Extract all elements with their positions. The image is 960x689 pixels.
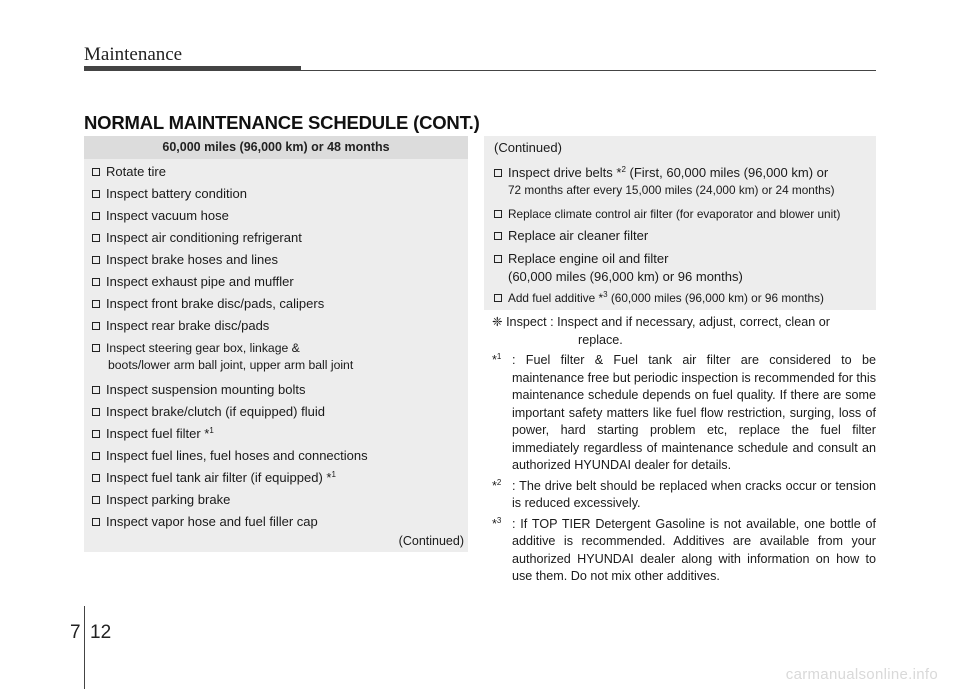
left-panel-header: 60,000 miles (96,000 km) or 48 months [84,136,468,159]
list-item: Inspect steering gear box, linkage & boots/lower arm ball joint, upper arm ball joint [92,341,353,372]
checkbox-icon [92,408,100,416]
checkbox-icon [92,474,100,482]
list-item: Add fuel additive *$^3$ (60,000 miles (96,000 km) or 96 months) [494,291,824,305]
list-item: Inspect suspension mounting bolts [92,382,305,397]
section-heading: NORMAL MAINTENANCE SCHEDULE (CONT.) [84,112,480,133]
footnote-2: *$^2$ : The drive belt should be replaced when cracks occur or tension is reduced excessively. [492,477,876,510]
list-item: Inspect battery condition [92,186,247,201]
checkbox-icon [494,232,502,240]
list-item: Inspect vapor hose and fuel filler cap [92,514,318,529]
checkbox-icon [92,234,100,242]
checkbox-icon [494,169,502,177]
right-schedule-panel [484,136,876,310]
checkbox-icon [92,430,100,438]
footnote-3: *$^3$ : If TOP TIER Detergent Gasoline is not available, one bottle of additive is recommended. Additives are available from your authorized HYUNDAI dealer along with information on how to use them. Do not mix other additives. [492,515,876,583]
list-item: Inspect vacuum hose [92,208,229,223]
list-item: Inspect brake hoses and lines [92,252,278,267]
header-title: Maintenance [84,44,183,65]
page-number: 12 [90,622,112,643]
left-schedule-panel [84,136,468,552]
list-item: Replace engine oil and filter (60,000 miles (96,000 km) or 96 months) [494,251,743,284]
list-item: Inspect fuel filter *$^1$ [92,426,214,441]
checkbox-icon [92,452,100,460]
checkbox-icon [92,256,100,264]
list-item: Inspect drive belts *$^2$ (First, 60,000 miles (96,000 km) or 72 months after every 15,000 miles (24,000 km) or 24 months) [494,165,835,197]
checkbox-icon [494,294,502,302]
list-item: Inspect front brake disc/pads, calipers [92,296,324,311]
checkbox-icon [92,518,100,526]
checkbox-icon [494,210,502,218]
left-continued-label: (Continued) [398,534,464,548]
list-item: Inspect exhaust pipe and muffler [92,274,294,289]
footnotes [492,314,876,589]
checkbox-icon [92,212,100,220]
list-item: Rotate tire [92,164,166,179]
footer-divider [84,606,85,689]
checkbox-icon [92,344,100,352]
checkbox-icon [92,322,100,330]
checkbox-icon [92,496,100,504]
list-item: Inspect rear brake disc/pads [92,318,269,333]
footnote-1: *$^1$ : Fuel filter & Fuel tank air filter are considered to be maintenance free but periodic inspection is recommended for this maintenance schedule depends on fuel quality. If there are some important safety matters like fuel flow restriction, surging, loss of power, hard starting problem etc, replace the fuel filter immediately regardless of maintenance schedule and consult an authorized HYUNDAI dealer for details. [492,352,877,472]
chapter-number: 7 [70,622,81,643]
list-item: Inspect brake/clutch (if equipped) fluid [92,404,325,419]
list-item: Inspect fuel lines, fuel hoses and connections [92,448,368,463]
header-rule-thin [84,70,876,71]
asterism-icon: ❈ [492,315,503,329]
list-item: Inspect fuel tank air filter (if equipped) *$^1$ [92,470,336,485]
watermark: carmanualsonline.info [785,666,938,683]
checkbox-icon [92,168,100,176]
checkbox-icon [92,386,100,394]
list-item: Replace climate control air filter (for evaporator and blower unit) [494,207,840,221]
checkbox-icon [494,255,502,263]
right-continued-label: (Continued) [494,140,562,155]
list-item: Replace air cleaner filter [494,228,648,243]
checkbox-icon [92,190,100,198]
list-item: Inspect parking brake [92,492,230,507]
checkbox-icon [92,278,100,286]
list-item: Inspect air conditioning refrigerant [92,230,302,245]
checkbox-icon [92,300,100,308]
inspect-note: ❈ Inspect : Inspect and if necessary, adjust, correct, clean or replace. [492,315,830,347]
